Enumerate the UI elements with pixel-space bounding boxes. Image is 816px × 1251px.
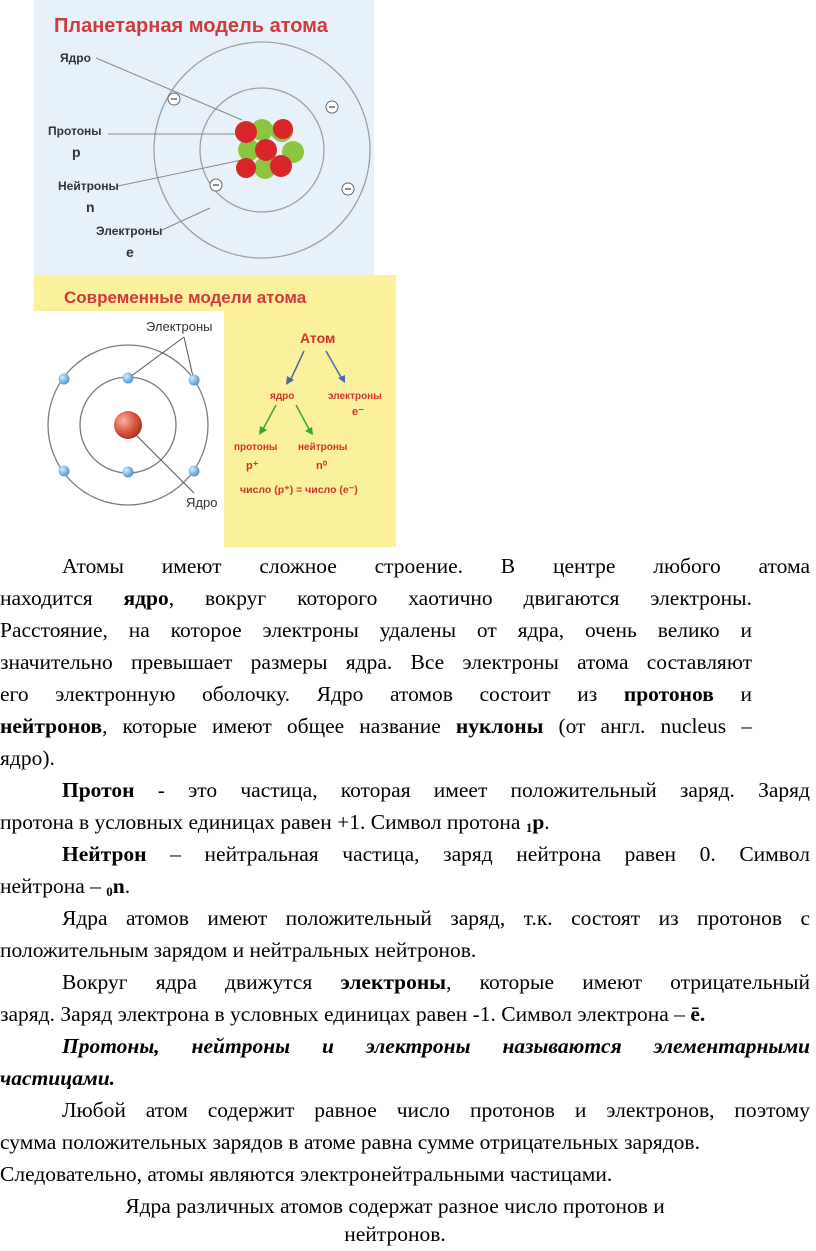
- text-line: нейтрона – 0n.: [0, 874, 131, 899]
- proton-symbol: p⁺: [246, 460, 259, 472]
- text-line: Атомы имеют сложное строение. В центре любого атома: [62, 554, 810, 578]
- text-line: ядро).: [0, 746, 55, 770]
- text-line: находится ядро, вокруг которого хаотично двигаются электроны.: [0, 586, 752, 610]
- nucleus-tree-label: ядро: [270, 391, 295, 402]
- neutron-subscript: 0: [106, 884, 113, 899]
- electron-symbol: ē.: [690, 1002, 706, 1026]
- neutron-symbol: n: [112, 874, 125, 898]
- text-line: положительным зарядом и нейтральных нейтронов.: [0, 938, 477, 962]
- neutrons-tree-label: нейтроны: [298, 442, 348, 453]
- text-line: Ядра атомов имеют положительный заряд, т.к. состоят из протонов с: [62, 906, 810, 930]
- electrons-tree-label: электроны: [328, 391, 382, 402]
- figure-title: Современные модели атома: [64, 288, 307, 307]
- bold-term: нуклоны: [455, 714, 544, 738]
- text-line: Нейтрон – нейтральная частица, заряд нейтрона равен 0. Символ: [62, 842, 810, 866]
- bold-term: Нейтрон: [62, 842, 147, 866]
- proton-subscript: 1: [525, 820, 533, 835]
- electron-symbol: e⁻: [352, 406, 364, 418]
- text-line: заряд. Заряд электрона в условных единицах равен -1. Символ электрона – ē.: [0, 1002, 706, 1026]
- nucleus-label: Ядро: [60, 51, 91, 65]
- neutron-symbol: n⁰: [316, 460, 328, 472]
- text-line: Вокруг ядра движутся электроны, которые имеют отрицательный: [62, 970, 810, 994]
- text-line: Протоны, нейтроны и электроны называются элементарными: [62, 1034, 810, 1058]
- electrons-label: Электроны: [96, 224, 163, 238]
- text-line: нейтронов.: [344, 1222, 446, 1246]
- text-line: сумма положительных зарядов в атоме равна сумме отрицательных зарядов.: [0, 1130, 700, 1154]
- neutrons-label: Нейтроны: [58, 179, 119, 193]
- planetary-model-figure: [34, 0, 374, 275]
- text-line: Любой атом содержит равное число протонов и электронов, поэтому: [62, 1098, 810, 1122]
- bold-term: нейтронов: [0, 714, 103, 738]
- nucleus-label: Ядро: [186, 495, 218, 510]
- electrons-symbol: e: [126, 244, 134, 260]
- text-line: протона в условных единицах равен +1. Символ протона 1p.: [0, 810, 550, 835]
- text-line: нейтронов, которые имеют общее название нуклоны (от англ. nucleus –: [0, 714, 752, 738]
- protons-tree-label: протоны: [234, 442, 278, 453]
- text-line: Следовательно, атомы являются электронейтральными частицами.: [0, 1162, 613, 1186]
- text-line: его электронную оболочку. Ядро атомов состоит из протонов и: [0, 682, 752, 706]
- text-line: Протон - это частица, которая имеет положительный заряд. Заряд: [62, 778, 810, 802]
- equality-formula: число (p⁺) = число (e⁻): [240, 484, 358, 496]
- protons-label: Протоны: [48, 124, 102, 138]
- text-line: Расстояние, на которое электроны удалены от ядра, очень велико и: [0, 618, 752, 642]
- electrons-label: Электроны: [146, 319, 213, 334]
- neutrons-symbol: n: [86, 199, 95, 215]
- text-line: значительно превышает размеры ядра. Все электроны атома составляют: [0, 650, 752, 674]
- proton-symbol: p: [532, 810, 545, 834]
- modern-models-figure: [34, 275, 396, 547]
- nucleus-sphere: [114, 411, 142, 439]
- atom-label: Атом: [300, 330, 336, 346]
- bold-term: электроны: [340, 970, 447, 994]
- text-line: частицами.: [0, 1066, 116, 1090]
- bold-term: Протон: [62, 778, 135, 802]
- figure-title: Планетарная модель атома: [54, 15, 328, 37]
- text-line: Ядра различных атомов содержат разное число протонов и: [125, 1194, 665, 1218]
- bold-term: протонов: [623, 682, 714, 706]
- bold-term: ядро: [123, 586, 169, 610]
- protons-symbol: p: [72, 144, 81, 160]
